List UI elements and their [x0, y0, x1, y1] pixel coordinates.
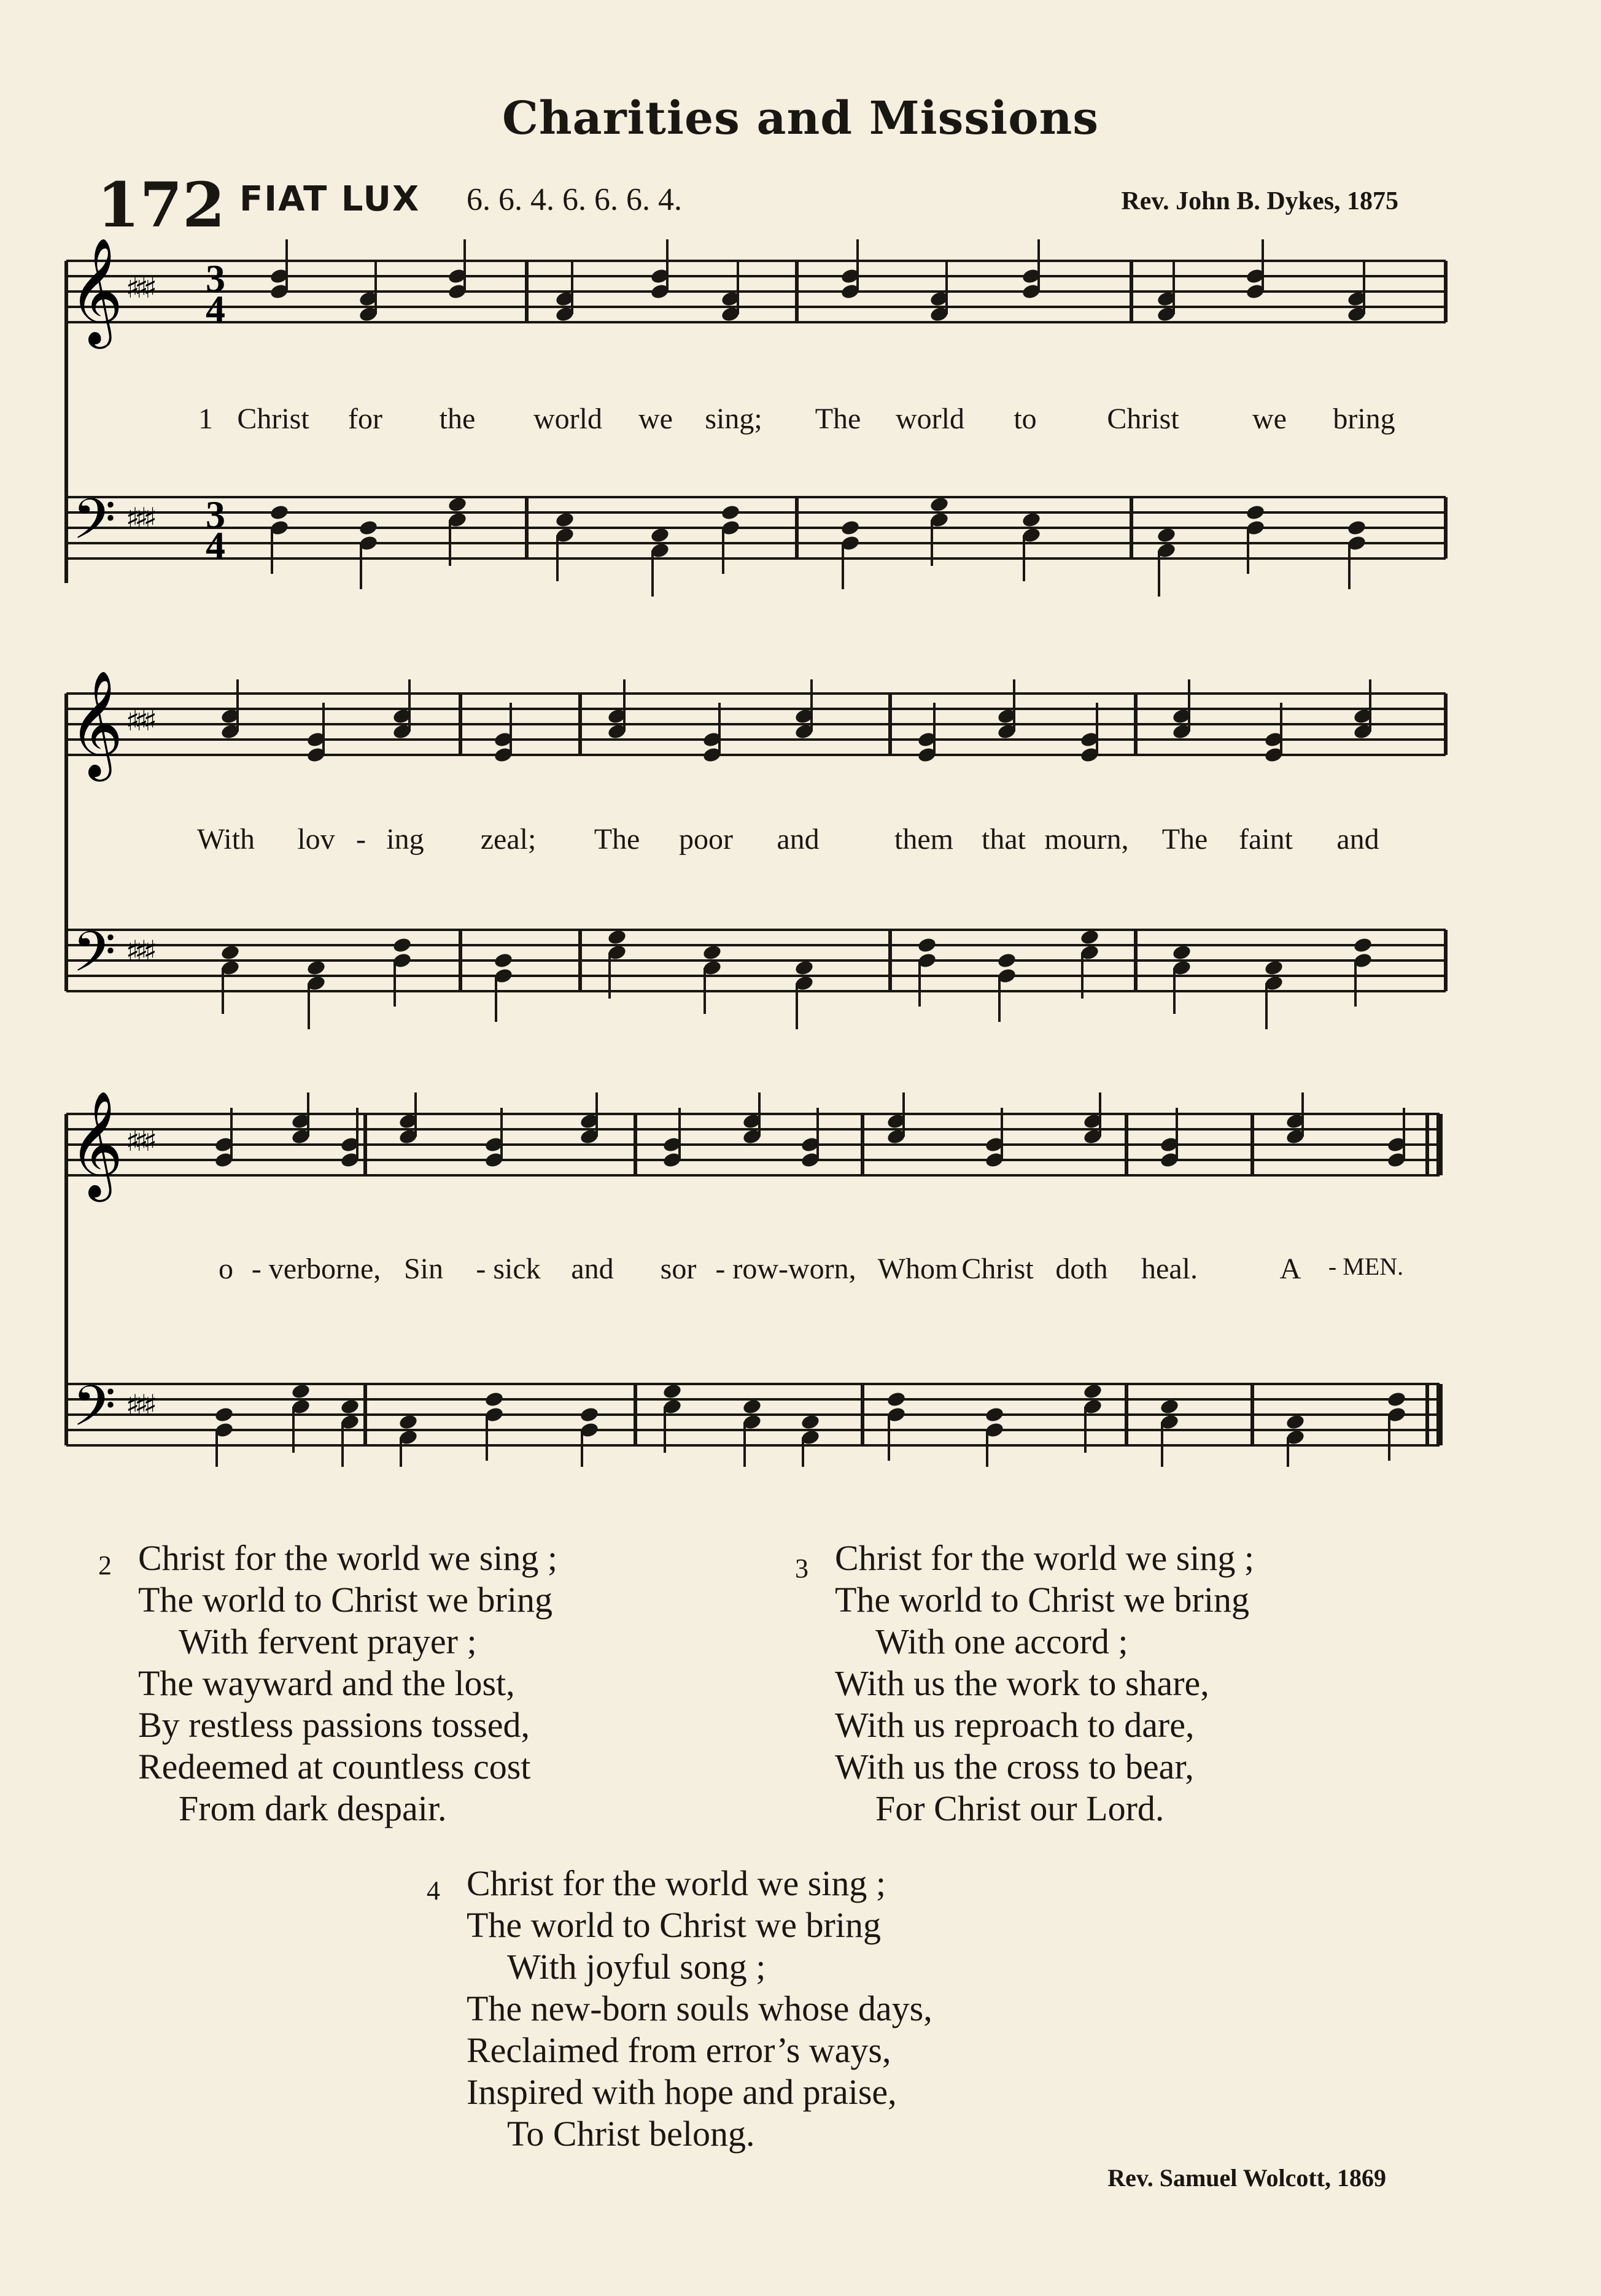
note-head [392, 937, 412, 954]
lyric-syllable: The [815, 403, 861, 435]
key-sharps-bass: ♯♯♯ [126, 1388, 152, 1421]
verse-line: To Christ belong. [507, 2114, 755, 2154]
lyric-syllable: sing; [705, 403, 762, 435]
note-head [358, 519, 378, 536]
author-credit: Rev. Samuel Wolcott, 1869 [1107, 2164, 1386, 2192]
lyric-syllable: and [571, 1253, 614, 1285]
meter: 6. 6. 4. 6. 6. 6. 4. [467, 182, 682, 217]
lyric-syllable: bring [1333, 403, 1395, 435]
note-head [484, 1391, 504, 1408]
lyric-syllable: faint [1239, 823, 1293, 856]
note-head [840, 519, 860, 536]
note-head [447, 496, 467, 513]
note-head [984, 1406, 1004, 1423]
note-head [554, 511, 575, 528]
section-title: Charities and Missions [502, 92, 1099, 145]
bass-clef-icon: 𝄢 [72, 1374, 116, 1452]
treble-clef-icon: 𝄞 [69, 1092, 123, 1197]
time-sig-top-bass: 3 [206, 493, 225, 536]
note-head [917, 937, 937, 954]
note-head [220, 944, 240, 961]
note-head [1171, 944, 1192, 961]
note-head [742, 1398, 762, 1415]
note-head [1082, 1383, 1103, 1400]
lyric-syllable: zeal; [480, 823, 537, 856]
note-head [800, 1413, 820, 1431]
lyric-line-1 [0, 402, 1601, 439]
verse-number: 4 [427, 1876, 440, 1906]
note-head [1285, 1413, 1305, 1431]
lyric-syllable: them [894, 823, 953, 856]
lyric-syllable: A [1279, 1253, 1301, 1285]
verse-4 [467, 1863, 932, 2155]
treble-clef-icon: 𝄞 [69, 672, 123, 777]
verse-line: With one accord ; [875, 1622, 1128, 1661]
lyric-syllable: - [356, 823, 366, 856]
note-head [398, 1413, 418, 1431]
verse-line: Christ for the world we sing ; [835, 1538, 1255, 1578]
verse-line: Inspired with hope and praise, [467, 2072, 897, 2112]
note-head [607, 929, 627, 946]
lyric-syllable: world [896, 403, 964, 435]
lyric-syllable: we [1252, 403, 1287, 435]
note-head [886, 1391, 906, 1408]
time-sig-bottom-bass: 4 [206, 524, 225, 567]
hymn-number: 172 [97, 169, 225, 241]
lyric-syllable: poor [679, 823, 733, 856]
note-head [662, 1383, 682, 1400]
treble-clef-icon: 𝄞 [69, 239, 123, 344]
verse-line: With us the cross to bear, [835, 1747, 1194, 1787]
note-head [306, 959, 326, 976]
lyric-syllable: world [533, 403, 602, 435]
lyric-syllable: The [594, 823, 640, 856]
verse-line: The wayward and the lost, [138, 1663, 515, 1703]
note-head [579, 1406, 599, 1423]
note-head [794, 959, 814, 976]
lyric-syllable: ing [386, 823, 424, 856]
lyric-syllable: Whom [877, 1253, 958, 1285]
verse-line: The world to Christ we bring [138, 1580, 552, 1620]
lyric-syllable: o [219, 1253, 233, 1285]
lyric-line-2 [0, 822, 1601, 859]
note-head [1386, 1391, 1406, 1408]
lyric-syllable: With [196, 823, 255, 856]
tune-name: FIAT LUX [239, 179, 421, 219]
lyric-syllable: Christ [961, 1253, 1034, 1285]
bass-clef-icon: 𝄢 [72, 487, 116, 565]
note-head [649, 527, 670, 544]
note-head [720, 504, 740, 521]
verse-number: 2 [98, 1550, 112, 1580]
lyric-syllable: to [1014, 403, 1037, 435]
lyric-syllable: doth [1055, 1253, 1108, 1285]
verse-line: For Christ our Lord. [875, 1788, 1165, 1828]
note-head [1079, 929, 1099, 946]
note-head [1021, 511, 1041, 528]
verse-line: With us the work to share, [835, 1663, 1209, 1703]
note-head [1263, 959, 1284, 976]
lyric-syllable: we [638, 403, 673, 435]
lyric-syllable: sor [660, 1253, 697, 1285]
lyric-line-3 [0, 1252, 1601, 1289]
lyric-syllable: 1 [198, 403, 213, 435]
verse-2 [138, 1537, 557, 1830]
note-head [290, 1383, 311, 1400]
bass-clef-icon: 𝄢 [72, 919, 116, 998]
verse-line: By restless passions tossed, [138, 1705, 530, 1745]
music-system-2 [0, 672, 1601, 1046]
note-head [1156, 527, 1176, 544]
verse-line: From dark despair. [179, 1788, 447, 1828]
lyric-syllable: - row-worn, [715, 1253, 856, 1285]
key-sharps-bass: ♯♯♯ [126, 501, 152, 535]
note-head [996, 952, 1017, 969]
key-sharps-bass: ♯♯♯ [126, 934, 152, 967]
lyric-syllable: Christ [237, 403, 309, 435]
verse-number: 3 [795, 1553, 808, 1583]
verse-line: Christ for the world we sing ; [138, 1538, 558, 1578]
verse-line: Reclaimed from error’s ways, [467, 2030, 891, 2070]
lyric-syllable: lov [297, 823, 335, 856]
time-sig-top: 3 [206, 257, 225, 300]
lyric-syllable: Sin [403, 1253, 444, 1285]
key-sharps: ♯♯♯ [126, 704, 152, 737]
verse-line: Redeemed at countless cost [138, 1747, 531, 1787]
note-head [1346, 519, 1366, 536]
verse-line: Christ for the world we sing ; [467, 1863, 886, 1903]
lyric-syllable: the [439, 403, 476, 435]
note-head [339, 1398, 360, 1415]
note-head [1159, 1398, 1179, 1415]
lyric-syllable: heal. [1141, 1253, 1198, 1285]
note-head [269, 504, 289, 521]
key-sharps: ♯♯♯ [126, 271, 152, 304]
lyric-syllable: - verborne, [251, 1253, 381, 1285]
note-head [493, 952, 513, 969]
verse-line: With fervent prayer ; [179, 1622, 477, 1661]
verse-line: The new-born souls whose days, [467, 1989, 932, 2028]
lyric-syllable: The [1161, 823, 1208, 856]
lyric-syllable: mourn, [1044, 823, 1129, 856]
lyric-syllable: Christ [1107, 403, 1179, 435]
verse-line: The world to Christ we bring [835, 1580, 1249, 1620]
time-sig-bottom: 4 [206, 287, 225, 331]
note-head [1245, 504, 1265, 521]
verse-3 [835, 1537, 1254, 1830]
lyric-syllable: and [1336, 823, 1379, 856]
note-head [1352, 937, 1373, 954]
verse-line: With joyful song ; [507, 1947, 766, 1987]
lyric-syllable: that [982, 823, 1026, 856]
lyric-syllable: - MEN. [1328, 1253, 1404, 1280]
lyric-syllable: - sick [476, 1253, 541, 1285]
note-head [702, 944, 722, 961]
key-sharps: ♯♯♯ [126, 1124, 152, 1158]
note-head [929, 496, 949, 513]
lyric-syllable: for [348, 403, 382, 435]
lyric-syllable: and [777, 823, 820, 856]
note-head [214, 1406, 234, 1423]
verse-line: The world to Christ we bring [467, 1905, 881, 1945]
composer-credit: Rev. John B. Dykes, 1875 [1121, 187, 1398, 215]
verse-line: With us reproach to dare, [835, 1705, 1195, 1745]
